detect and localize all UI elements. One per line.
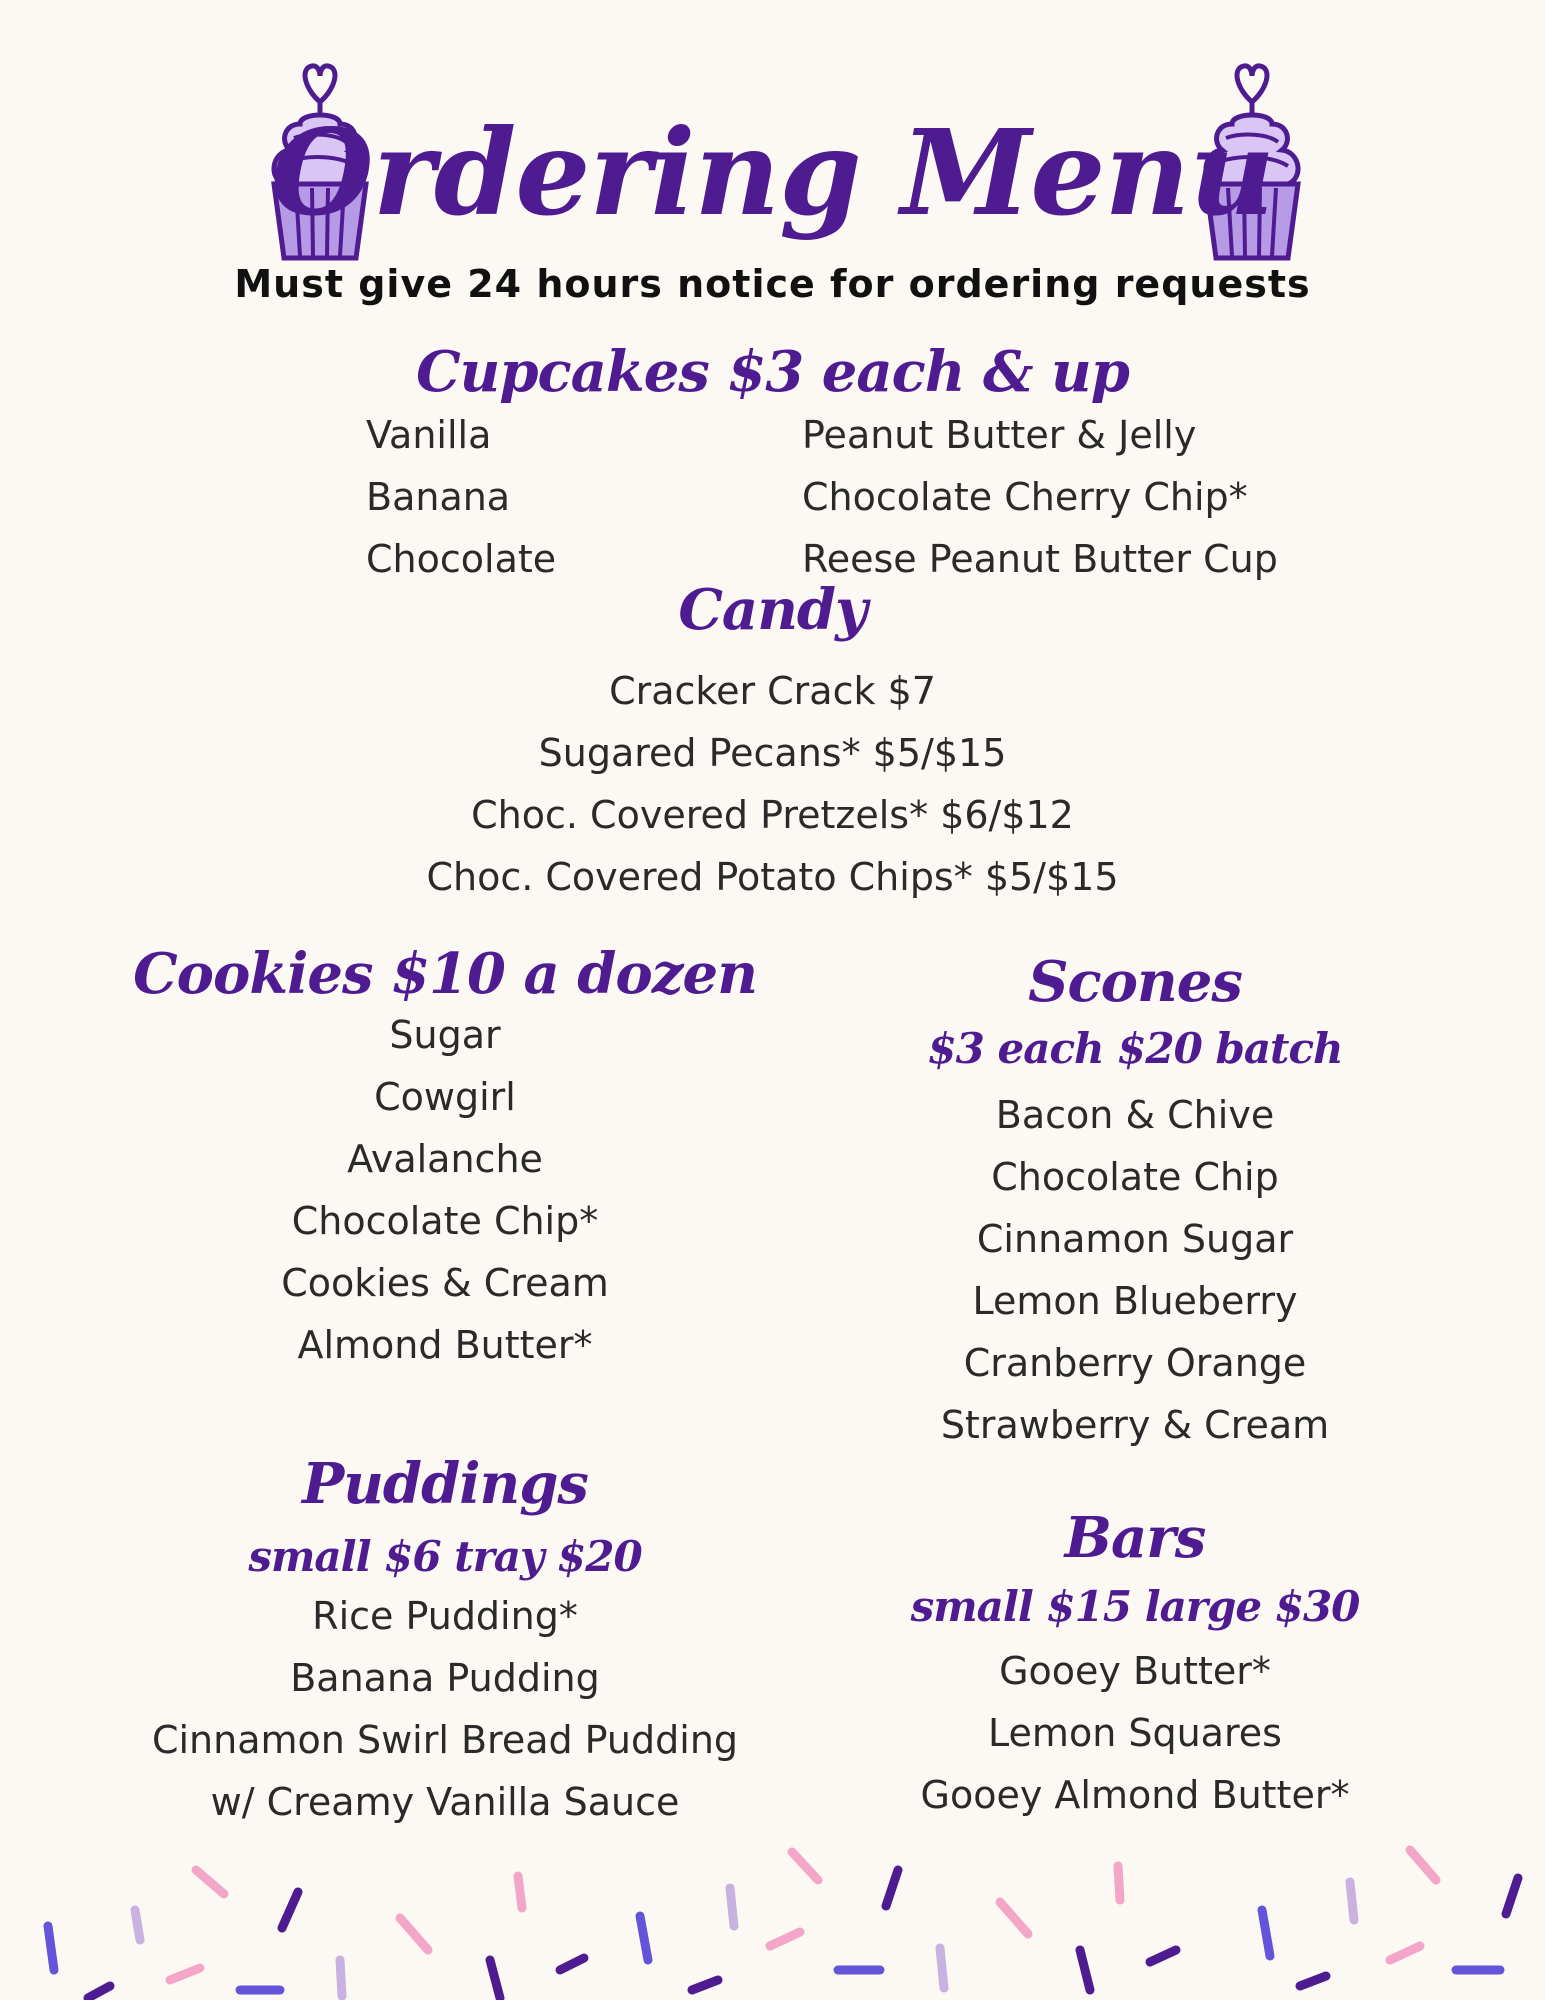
page-title: Ordering Menu: [270, 103, 1275, 242]
list-item: Gooey Butter*: [999, 1649, 1271, 1693]
list-item: Peanut Butter & Jelly: [802, 413, 1197, 457]
list-item: Banana Pudding: [290, 1656, 600, 1700]
cupcakes-heading: Cupcakes $3 each & up: [416, 339, 1129, 405]
list-item: Almond Butter*: [297, 1323, 593, 1367]
list-item: Cookies & Cream: [281, 1261, 609, 1305]
list-item: Sugar: [389, 1013, 501, 1057]
list-item: Banana: [366, 475, 511, 519]
list-item: Cracker Crack $7: [609, 669, 936, 713]
sprinkles-decoration: [0, 1830, 1545, 2000]
cookies-heading: Cookies $10 a dozen: [133, 941, 757, 1007]
list-item: Cinnamon Sugar: [976, 1217, 1294, 1261]
candy-list: [0, 660, 1545, 908]
list-item: Cowgirl: [374, 1075, 516, 1119]
list-item: Cranberry Orange: [963, 1341, 1307, 1385]
puddings-price: small $6 tray $20: [248, 1532, 642, 1581]
cupcakes-list-right: [802, 404, 1278, 590]
list-item: Strawberry & Cream: [940, 1403, 1330, 1447]
list-item: Choc. Covered Potato Chips* $5/$15: [426, 855, 1119, 899]
bars-list: [880, 1640, 1390, 1826]
list-item: Chocolate Chip*: [291, 1199, 599, 1243]
list-item: Avalanche: [347, 1137, 543, 1181]
list-item: w/ Creamy Vanilla Sauce: [210, 1780, 680, 1824]
puddings-list: [100, 1585, 790, 1833]
list-item: Rice Pudding*: [312, 1594, 578, 1638]
candy-heading: Candy: [678, 577, 867, 643]
list-item: Chocolate Cherry Chip*: [802, 475, 1248, 519]
list-item: Cinnamon Swirl Bread Pudding: [151, 1718, 739, 1762]
list-item: Lemon Blueberry: [972, 1279, 1298, 1323]
puddings-heading: Puddings: [302, 1451, 588, 1517]
list-item: Sugared Pecans* $5/$15: [538, 731, 1007, 775]
bars-price: small $15 large $30: [910, 1582, 1360, 1631]
ordering-notice: Must give 24 hours notice for ordering requests: [234, 262, 1311, 306]
cupcakes-list-left: [366, 404, 556, 590]
scones-list: [880, 1084, 1390, 1456]
list-item: Bacon & Chive: [995, 1093, 1275, 1137]
scones-heading: Scones: [1028, 949, 1242, 1015]
list-item: Gooey Almond Butter*: [920, 1773, 1350, 1817]
list-item: Lemon Squares: [988, 1711, 1282, 1755]
list-item: Chocolate Chip: [991, 1155, 1279, 1199]
list-item: Choc. Covered Pretzels* $6/$12: [471, 793, 1074, 837]
cookies-list: [130, 1004, 760, 1376]
list-item: Reese Peanut Butter Cup: [802, 537, 1278, 581]
list-item: Vanilla: [366, 413, 492, 457]
bars-heading: Bars: [1064, 1505, 1206, 1571]
scones-price: $3 each $20 batch: [927, 1024, 1343, 1073]
list-item: Chocolate: [366, 537, 557, 581]
